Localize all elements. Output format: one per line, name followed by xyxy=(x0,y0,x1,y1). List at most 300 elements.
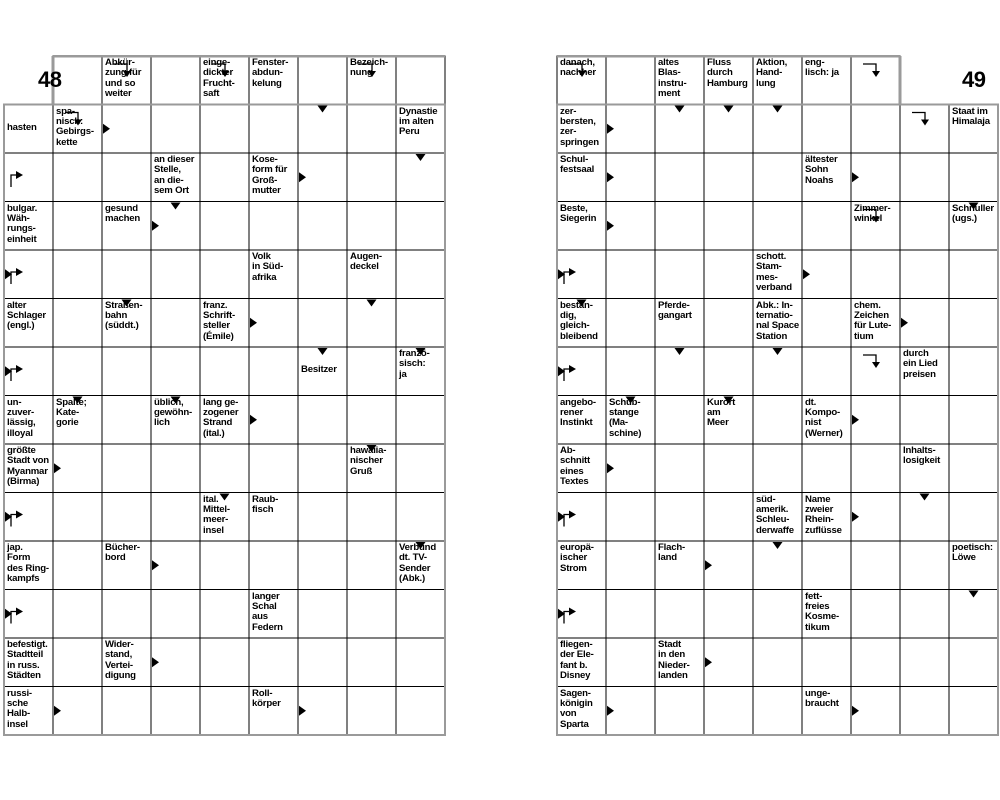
clue-cell xyxy=(557,202,606,251)
grid-cell[interactable] xyxy=(949,250,998,299)
clue-text: Fluss durch Hamburg xyxy=(707,57,748,89)
grid-cell[interactable] xyxy=(949,444,998,493)
grid-cell[interactable] xyxy=(102,250,151,299)
clue-text: Raub- fisch xyxy=(252,493,279,515)
clue-text: Straßen- bahn (süddt.) xyxy=(105,299,143,332)
bent-arrow-down-head-icon xyxy=(921,120,929,126)
arrow-right-icon xyxy=(250,318,257,328)
grid-cell[interactable] xyxy=(249,105,298,154)
grid-cell[interactable] xyxy=(200,541,249,590)
clue-text: größte Stadt von Myanmar (Birma) xyxy=(7,445,49,488)
grid-cell[interactable] xyxy=(298,250,347,299)
grid-cell[interactable] xyxy=(396,590,445,639)
clue-cell xyxy=(655,56,704,105)
clue-cell xyxy=(4,541,53,590)
grid-cell[interactable] xyxy=(949,493,998,542)
clue-text: fett- freies Kosme- tikum xyxy=(805,590,839,633)
arrow-right-icon xyxy=(299,172,306,182)
grid-cell[interactable] xyxy=(200,153,249,202)
grid-cell[interactable] xyxy=(655,493,704,542)
clue-cell xyxy=(851,299,900,348)
grid-cell[interactable] xyxy=(298,299,347,348)
grid-cell[interactable] xyxy=(347,638,396,687)
arrow-right-icon xyxy=(54,706,61,716)
clue-cell xyxy=(249,687,298,736)
clue-text: Flach- land xyxy=(658,542,686,564)
clue-cell xyxy=(557,541,606,590)
grid-cell[interactable] xyxy=(396,202,445,251)
grid-cell[interactable] xyxy=(802,105,851,154)
clue-text: Schub- stange (Ma- schine) xyxy=(609,396,642,439)
grid-cell[interactable] xyxy=(347,153,396,202)
clue-cell xyxy=(557,396,606,445)
grid-cell xyxy=(298,56,347,105)
grid-cell[interactable] xyxy=(396,638,445,687)
grid-cell[interactable] xyxy=(347,541,396,590)
grid-cell[interactable] xyxy=(298,396,347,445)
grid-cell[interactable] xyxy=(151,687,200,736)
grid-cell[interactable] xyxy=(298,541,347,590)
clue-text: dt. Kompo- nist (Werner) xyxy=(805,396,843,439)
bent-arrow-right-head-icon xyxy=(16,268,23,276)
grid-cell[interactable] xyxy=(655,590,704,639)
clue-cell xyxy=(4,202,53,251)
clue-text: franzö- sisch: ja xyxy=(399,348,430,380)
bent-arrow-down-icon xyxy=(863,355,876,363)
clue-cell xyxy=(802,493,851,542)
clue-text: Name zweier Rhein- zuflüsse xyxy=(805,493,842,536)
crossword-page-left xyxy=(3,55,444,734)
grid-cell[interactable] xyxy=(900,638,949,687)
clue-cell xyxy=(557,638,606,687)
clue-cell xyxy=(4,444,53,493)
grid-cell[interactable] xyxy=(802,638,851,687)
arrow-right-icon xyxy=(705,657,712,667)
clue-text: altes Blas- instru- ment xyxy=(658,57,687,100)
clue-cell xyxy=(102,299,151,348)
clue-cell xyxy=(753,250,802,299)
grid-cell[interactable] xyxy=(396,250,445,299)
bent-arrow-right-head-icon xyxy=(569,608,576,616)
clue-cell xyxy=(249,56,298,105)
grid-cell[interactable] xyxy=(949,638,998,687)
clue-text: Besitzer xyxy=(301,364,337,375)
arrow-right-icon xyxy=(803,269,810,279)
clue-text: jap. Form des Ring- kampfs xyxy=(7,542,49,585)
grid-cell[interactable] xyxy=(102,493,151,542)
clue-cell xyxy=(200,493,249,542)
grid-cell[interactable] xyxy=(200,687,249,736)
grid-cell[interactable] xyxy=(200,202,249,251)
clue-text: Dynastie im alten Peru xyxy=(399,105,438,138)
clue-cell xyxy=(900,444,949,493)
grid-cell[interactable] xyxy=(753,153,802,202)
clue-cell xyxy=(249,493,298,542)
clue-cell xyxy=(102,56,151,105)
clue-text: Verbund dt. TV- Sender (Abk.) xyxy=(399,542,436,585)
clue-text: danach, nachher xyxy=(560,57,596,79)
clue-cell xyxy=(753,493,802,542)
clue-cell xyxy=(753,299,802,348)
clue-cell xyxy=(53,105,102,154)
clue-text: ital. Mittel- meer- insel xyxy=(203,493,230,536)
grid-cell[interactable] xyxy=(298,202,347,251)
bent-arrow-down-head-icon xyxy=(872,71,880,77)
clue-text: alter Schlager (engl.) xyxy=(7,299,46,332)
grid-cell[interactable] xyxy=(900,687,949,736)
clue-cell xyxy=(200,56,249,105)
clue-cell xyxy=(802,396,851,445)
clue-cell xyxy=(102,541,151,590)
grid-cell[interactable] xyxy=(802,541,851,590)
bent-arrow-right-head-icon xyxy=(16,365,23,373)
clue-cell xyxy=(396,105,445,154)
grid-cell[interactable] xyxy=(851,541,900,590)
clue-cell xyxy=(347,56,396,105)
clue-text: Roll- körper xyxy=(252,687,281,709)
grid-cell[interactable] xyxy=(753,638,802,687)
grid-cell[interactable] xyxy=(53,347,102,396)
arrow-down-icon xyxy=(773,542,783,549)
grid-cell[interactable] xyxy=(704,687,753,736)
clue-cell xyxy=(249,153,298,202)
grid-cell[interactable] xyxy=(606,638,655,687)
grid-cell[interactable] xyxy=(900,541,949,590)
grid-cell[interactable] xyxy=(53,153,102,202)
clue-cell xyxy=(949,541,998,590)
grid-cell[interactable] xyxy=(949,687,998,736)
arrow-right-icon xyxy=(250,415,257,425)
clue-cell xyxy=(102,638,151,687)
clue-cell xyxy=(655,638,704,687)
grid-cell[interactable] xyxy=(249,444,298,493)
grid-cell[interactable] xyxy=(949,153,998,202)
clue-text: chem. Zeichen für Lute- tium xyxy=(854,299,892,342)
arrow-right-icon xyxy=(852,706,859,716)
grid-cell[interactable] xyxy=(53,250,102,299)
grid-cell[interactable] xyxy=(704,250,753,299)
clue-cell xyxy=(655,299,704,348)
grid-cell[interactable] xyxy=(200,105,249,154)
clue-text: Abkür- zung für und so weiter xyxy=(105,57,142,100)
clue-cell xyxy=(151,153,200,202)
grid-cell[interactable] xyxy=(753,444,802,493)
grid-cell[interactable] xyxy=(396,299,445,348)
grid-cell[interactable] xyxy=(396,687,445,736)
arrow-right-icon xyxy=(152,221,159,231)
clue-cell xyxy=(151,396,200,445)
arrow-down-icon xyxy=(773,106,783,113)
clue-cell xyxy=(753,56,802,105)
clue-text: Bezeich- nung xyxy=(350,57,388,79)
grid-cell[interactable] xyxy=(606,493,655,542)
arrow-right-icon xyxy=(607,172,614,182)
clue-text: Bücher- bord xyxy=(105,542,140,564)
grid-cell[interactable] xyxy=(606,299,655,348)
clue-cell xyxy=(102,202,151,251)
page-number: 48 xyxy=(38,67,62,92)
arrow-right-icon xyxy=(299,706,306,716)
grid-cell[interactable] xyxy=(347,347,396,396)
grid-cell[interactable] xyxy=(753,202,802,251)
clue-text: russi- sche Halb- insel xyxy=(7,687,32,730)
arrow-down-icon xyxy=(724,106,734,113)
clue-text: angebo- rener Instinkt xyxy=(560,396,596,429)
grid-cell[interactable] xyxy=(102,444,151,493)
grid-cell[interactable] xyxy=(655,444,704,493)
crossword-page-right xyxy=(556,55,997,734)
clue-text: Aktion, Hand- lung xyxy=(756,57,788,89)
grid-cell xyxy=(151,56,200,105)
grid-cell[interactable] xyxy=(606,541,655,590)
grid-cell[interactable] xyxy=(949,347,998,396)
clue-cell xyxy=(298,347,347,396)
clue-cell xyxy=(4,396,53,445)
clue-cell xyxy=(396,347,445,396)
clue-text: Kose- form für Groß- mutter xyxy=(252,154,288,197)
grid-cell[interactable] xyxy=(151,444,200,493)
clue-text: an dieser Stelle, an die- sem Ort xyxy=(154,154,195,197)
grid-cell[interactable] xyxy=(900,105,949,154)
grid-cell[interactable] xyxy=(347,590,396,639)
grid-cell[interactable] xyxy=(753,590,802,639)
arrow-down-icon xyxy=(318,106,328,113)
grid-cell[interactable] xyxy=(102,153,151,202)
grid-cell[interactable] xyxy=(347,105,396,154)
clue-cell xyxy=(704,56,753,105)
grid-cell[interactable] xyxy=(900,250,949,299)
grid-cell[interactable] xyxy=(151,250,200,299)
clue-cell xyxy=(557,105,606,154)
grid-cell[interactable] xyxy=(704,299,753,348)
clue-text: hasten xyxy=(7,121,37,133)
grid-cell[interactable] xyxy=(249,347,298,396)
grid-cell[interactable] xyxy=(655,250,704,299)
grid-cell[interactable] xyxy=(606,250,655,299)
grid-cell[interactable] xyxy=(200,250,249,299)
grid-cell[interactable] xyxy=(655,153,704,202)
grid-cell[interactable] xyxy=(298,444,347,493)
grid-cell[interactable] xyxy=(802,299,851,348)
grid-cell[interactable] xyxy=(851,250,900,299)
grid-cell[interactable] xyxy=(53,493,102,542)
grid-cell[interactable] xyxy=(851,444,900,493)
arrow-right-icon xyxy=(852,172,859,182)
clue-text: Beste, Siegerin xyxy=(560,202,597,224)
arrow-right-icon xyxy=(852,415,859,425)
grid-cell[interactable] xyxy=(606,590,655,639)
grid-cell[interactable] xyxy=(200,347,249,396)
grid-cell[interactable] xyxy=(900,153,949,202)
clue-cell xyxy=(200,299,249,348)
clue-text: langer Schal aus Federn xyxy=(252,590,283,633)
grid-cell[interactable] xyxy=(151,590,200,639)
clue-text: Volk in Süd- afrika xyxy=(252,251,284,283)
clue-cell xyxy=(4,105,53,154)
grid-cell[interactable] xyxy=(347,687,396,736)
clue-text: einge- dickter Frucht- saft xyxy=(203,57,235,100)
grid-cell[interactable] xyxy=(900,396,949,445)
clue-text: spa- nisch: Gebirgs- kette xyxy=(56,105,94,148)
bent-arrow-right-head-icon xyxy=(569,365,576,373)
grid-cell[interactable] xyxy=(802,347,851,396)
grid-cell[interactable] xyxy=(704,347,753,396)
grid-cell[interactable] xyxy=(949,299,998,348)
arrow-right-icon xyxy=(607,463,614,473)
clue-text: un- zuver- lässig, illoyal xyxy=(7,396,36,439)
clue-text: Augen- deckel xyxy=(350,251,382,273)
arrow-right-icon xyxy=(852,512,859,522)
grid-cell[interactable] xyxy=(802,202,851,251)
clue-text: lang ge- zogener Strand (ital.) xyxy=(203,396,239,439)
clue-cell xyxy=(704,396,753,445)
clue-cell xyxy=(606,396,655,445)
grid-cell[interactable] xyxy=(606,347,655,396)
grid-cell[interactable] xyxy=(753,687,802,736)
arrow-down-icon xyxy=(416,154,426,161)
clue-text: süd- amerik. Schleu- derwaffe xyxy=(756,493,794,536)
grid-cell[interactable] xyxy=(102,687,151,736)
grid-cell[interactable] xyxy=(704,153,753,202)
grid-cell[interactable] xyxy=(753,396,802,445)
grid-cell[interactable] xyxy=(655,396,704,445)
arrow-right-icon xyxy=(607,124,614,134)
clue-text: bulgar. Wäh- rungs- einheit xyxy=(7,202,38,245)
clue-cell xyxy=(4,299,53,348)
arrow-right-icon xyxy=(103,124,110,134)
grid-cell[interactable] xyxy=(851,105,900,154)
grid-cell[interactable] xyxy=(249,202,298,251)
clue-cell xyxy=(802,687,851,736)
arrow-down-icon xyxy=(367,300,377,307)
clue-text: franz. Schrift- steller (Émile) xyxy=(203,299,235,342)
grid-cell[interactable] xyxy=(53,299,102,348)
arrow-right-icon xyxy=(901,318,908,328)
clue-text: Schnuller (ugs.) xyxy=(952,202,994,224)
clue-cell xyxy=(200,396,249,445)
bent-arrow-down-head-icon xyxy=(872,362,880,368)
grid-cell[interactable] xyxy=(655,202,704,251)
clue-text: fliegen- der Ele- fant b. Disney xyxy=(560,639,594,682)
grid-cell[interactable] xyxy=(151,347,200,396)
grid-cell[interactable] xyxy=(851,347,900,396)
clue-cell xyxy=(802,590,851,639)
bent-arrow-right-head-icon xyxy=(16,171,23,179)
clue-cell xyxy=(4,638,53,687)
arrow-right-icon xyxy=(607,706,614,716)
clue-text: Inhalts- losigkeit xyxy=(903,445,941,467)
grid-cell[interactable] xyxy=(249,638,298,687)
grid-cell[interactable] xyxy=(151,493,200,542)
grid-cell xyxy=(851,56,900,105)
arrow-right-icon xyxy=(152,560,159,570)
clue-text: Kurort am Meer xyxy=(707,396,736,429)
grid-cell[interactable] xyxy=(200,590,249,639)
grid-cell[interactable] xyxy=(102,590,151,639)
clue-cell xyxy=(396,541,445,590)
clue-text: poetisch: Löwe xyxy=(952,542,993,564)
grid-cell[interactable] xyxy=(200,638,249,687)
grid-cell[interactable] xyxy=(200,444,249,493)
clue-text: schott. Stam- mes- verband xyxy=(756,251,792,294)
grid-cell[interactable] xyxy=(900,202,949,251)
grid-cell[interactable] xyxy=(249,541,298,590)
clue-text: Spalte; Kate- gorie xyxy=(56,396,87,429)
clue-cell xyxy=(900,347,949,396)
clue-text: Sagen- königin von Sparta xyxy=(560,687,593,730)
grid-cell[interactable] xyxy=(396,493,445,542)
grid-cell[interactable] xyxy=(53,638,102,687)
grid-cell[interactable] xyxy=(151,105,200,154)
grid-cell[interactable] xyxy=(704,590,753,639)
grid-cell[interactable] xyxy=(347,202,396,251)
bent-arrow-down-icon xyxy=(863,64,876,72)
grid-cell[interactable] xyxy=(53,541,102,590)
grid-cell[interactable] xyxy=(53,202,102,251)
arrow-right-icon xyxy=(54,463,61,473)
grid-cell[interactable] xyxy=(347,396,396,445)
grid-cell[interactable] xyxy=(396,396,445,445)
bent-arrow-right-head-icon xyxy=(16,511,23,519)
clue-text: Stadt in den Nieder- landen xyxy=(658,639,690,682)
page-number: 49 xyxy=(962,67,986,92)
arrow-right-icon xyxy=(607,221,614,231)
grid-cell[interactable] xyxy=(102,347,151,396)
clue-text: Fenster- abdun- kelung xyxy=(252,57,289,89)
grid-cell[interactable] xyxy=(949,396,998,445)
grid-cell[interactable] xyxy=(347,493,396,542)
grid-cell[interactable] xyxy=(900,590,949,639)
grid-cell[interactable] xyxy=(298,493,347,542)
grid-cell[interactable] xyxy=(802,444,851,493)
clue-text: unge- braucht xyxy=(805,687,839,709)
grid-cell[interactable] xyxy=(851,638,900,687)
clue-text: gesund machen xyxy=(105,202,141,224)
clue-text: durch ein Lied preisen xyxy=(903,348,938,380)
grid-cell[interactable] xyxy=(298,638,347,687)
clue-text: Abk.: In- ternatio- nal Space Station xyxy=(756,299,799,342)
arrow-down-icon xyxy=(773,348,783,355)
clue-cell xyxy=(4,687,53,736)
bent-arrow-right-head-icon xyxy=(16,608,23,616)
clue-text: üblich, gewöhn- lich xyxy=(154,396,193,429)
grid-cell[interactable] xyxy=(53,590,102,639)
grid-cell[interactable] xyxy=(298,590,347,639)
arrow-down-icon xyxy=(675,106,685,113)
clue-text: Schul- festsaal xyxy=(560,154,595,176)
clue-cell xyxy=(249,250,298,299)
clue-text: europä- ischer Strom xyxy=(560,542,594,574)
grid-cell[interactable] xyxy=(396,444,445,493)
grid-cell[interactable] xyxy=(151,299,200,348)
grid-cell[interactable] xyxy=(704,493,753,542)
bent-arrow-down-icon xyxy=(912,113,925,121)
arrow-down-icon xyxy=(920,494,930,501)
arrow-down-icon xyxy=(675,348,685,355)
arrow-down-icon xyxy=(171,203,181,210)
grid-cell[interactable] xyxy=(851,590,900,639)
clue-text: bestän- dig, gleich- bleibend xyxy=(560,299,598,342)
bent-arrow-right-head-icon xyxy=(569,511,576,519)
clue-cell xyxy=(249,590,298,639)
clue-cell xyxy=(557,56,606,105)
clue-cell xyxy=(347,444,396,493)
clue-cell xyxy=(557,299,606,348)
grid-cell[interactable] xyxy=(704,202,753,251)
grid-cell[interactable] xyxy=(102,396,151,445)
grid-cell[interactable] xyxy=(655,687,704,736)
grid-cell[interactable] xyxy=(704,444,753,493)
